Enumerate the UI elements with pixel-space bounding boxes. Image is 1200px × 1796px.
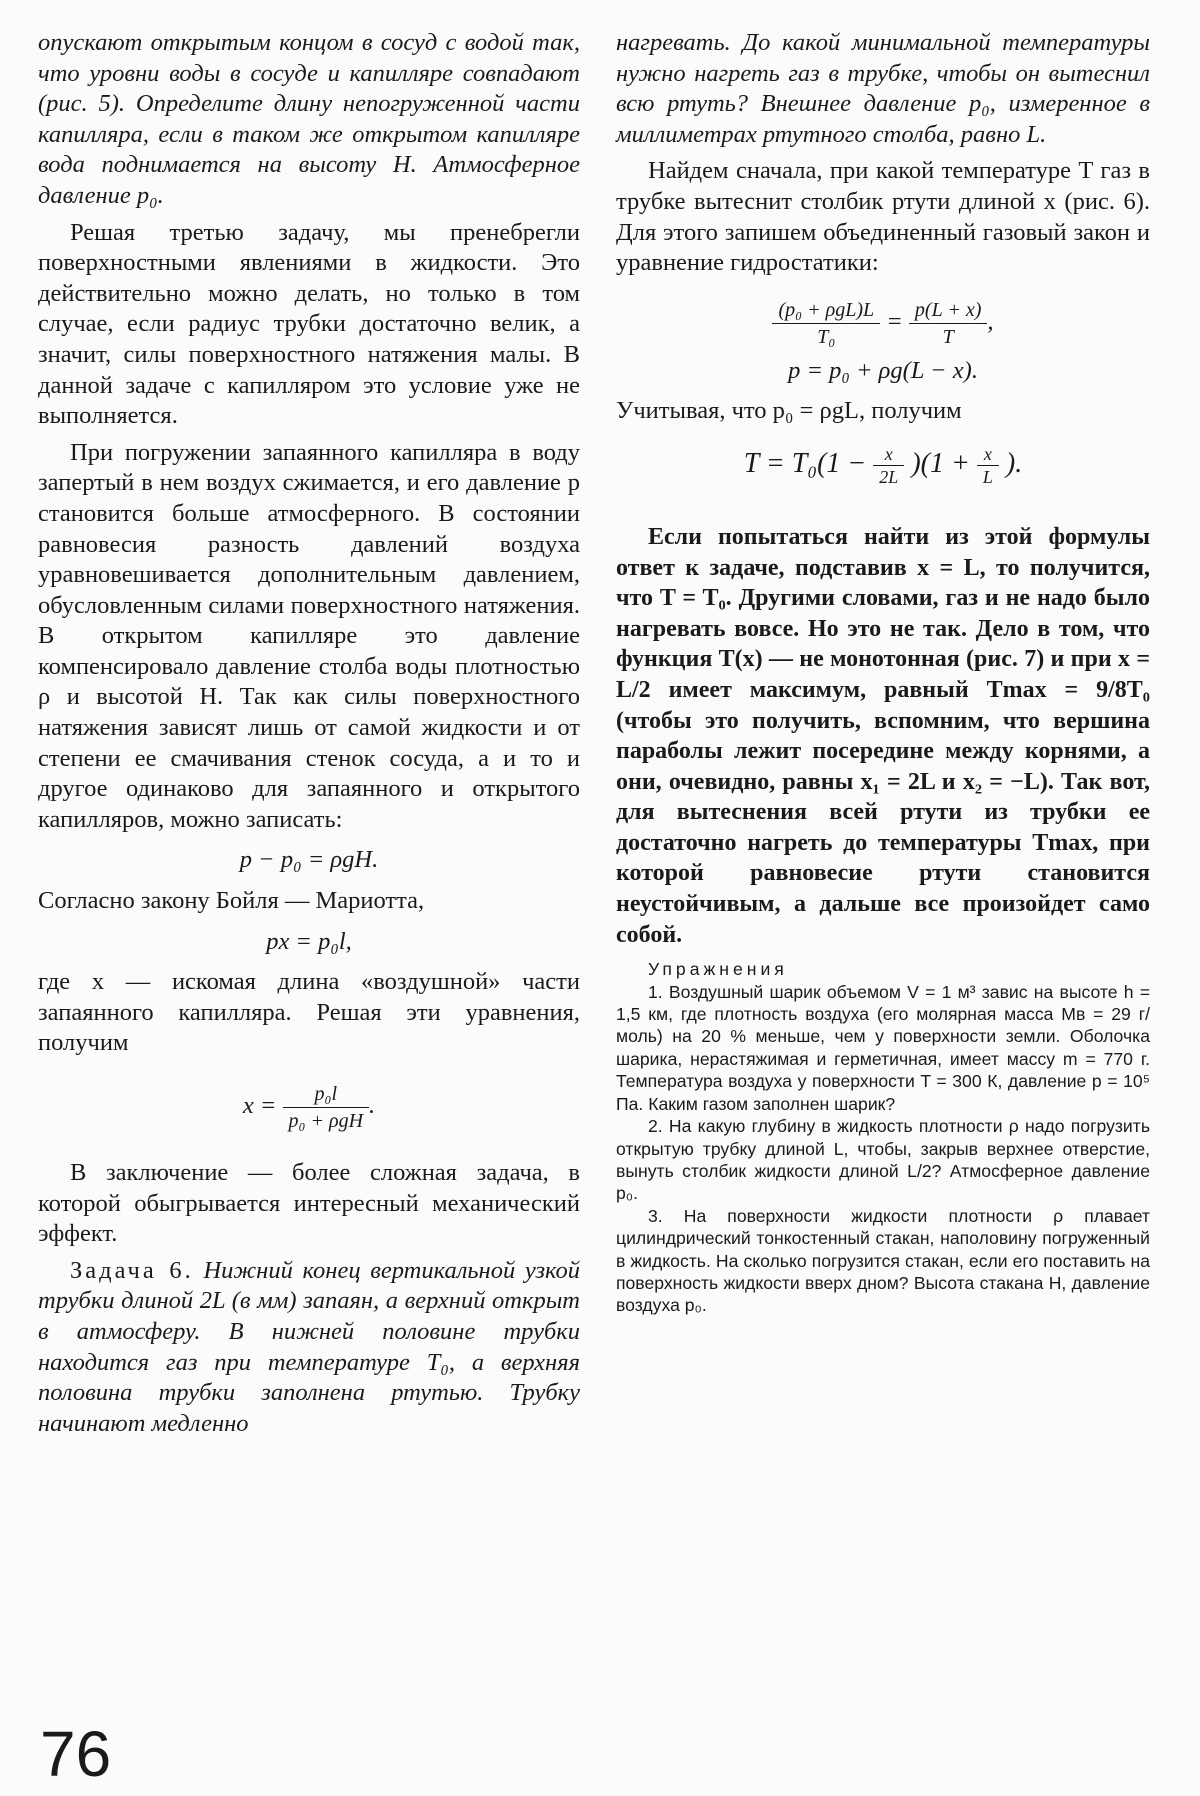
equation-hydrostatic: p = p₀ + ρg(L − x). bbox=[788, 356, 978, 384]
paragraph: В заключение — более сложная задача, в которой обыгрывается интересный механический эффект. bbox=[38, 1159, 580, 1248]
task6-text: Нижний конец вертикальной узкой трубки длиной 2L (в мм) запаян, а верхний открыт в атмосферу. В нижней половине трубки находится газ при температуре T₀, а верхняя половина трубки заполнена ртутью. Трубку начинают медленно bbox=[38, 1256, 581, 1437]
task6-statement bbox=[38, 1256, 580, 1440]
paragraph: Найдем сначала, при какой температуре T газ в трубке вытеснит столбик ртути длиной x (рис. 6). Для этого запишем объединенный газовый закон и уравнение гидростатики: bbox=[616, 157, 1150, 277]
paragraph: Учитывая, что p₀ = ρgL, получим bbox=[616, 397, 962, 425]
paragraph: Согласно закону Бойля — Мариотта, bbox=[38, 887, 425, 915]
equation-temperature: T = T₀(1 − $\frac{x}{2L}$ )(1 + $\frac{x}{L}$ ). bbox=[743, 443, 1023, 487]
task5-continuation: опускают открытым концом в сосуд с водой так, что уровни воды в сосуде и капилляре совпадают (рис. 5). Определите длину непогруженной части капилляра, если в таком же открытом капилляре вода поднимается на высоту H. Атмосферное давление p₀. bbox=[38, 29, 580, 209]
task6-label: Задача 6. bbox=[70, 1256, 194, 1284]
paragraph: При погружении запаянного капилляра в воду запертый в нем воздух сжимается, и его давление p становится больше атмосферного. В состоянии равновесия разность давлений воздуха уравновешивается дополнительным давлением, обусловленным силами поверхностного натяжения. В открытом капилляре это давление компенсировало давление столба воды плотностью ρ и высотой H. Так как силы поверхностного натяжения зависят лишь от самой жидкости и от степени ее смачивания стенок сосуда, а и то и другое одинаково для запаянного и открытого капилляров, можно записать: bbox=[38, 438, 580, 833]
page-number: 76 bbox=[40, 1718, 112, 1790]
left-column bbox=[38, 28, 580, 1439]
equation-boyle: px = p₀l, bbox=[266, 927, 352, 955]
equation-gas-law: $\frac{\text{(p₀ + ρgL)L}}{\text{T₀}}$ = $\frac{p(L + x)}{T}$ , bbox=[616, 297, 1150, 350]
fraction: $\frac{\text{p₀l}}{\text{p₀ + ρgH}}$ bbox=[283, 1081, 370, 1134]
equation-x-solution: x = $\frac{\text{p₀l}}{\text{p₀ + ρgH}}$ . bbox=[242, 1083, 376, 1132]
paragraph: где x — искомая длина «воздушной» части запаянного капилляра. Решая эти уравнения, получим bbox=[38, 968, 580, 1057]
exercises-title: Упражнения bbox=[648, 959, 788, 980]
paragraph: Решая третью задачу, мы пренебрегли поверхностными явлениями в жидкости. Это действительно можно делать, но только в том случае, если радиус трубки достаточно велик, а значит, силы поверхностного натяжения малы. В данной задаче с капилляром это условие уже не выполняется. bbox=[38, 218, 580, 430]
equation-pressure: p − p₀ = ρgH. bbox=[239, 846, 379, 874]
exercise-2: 2. На какую глубину в жидкость плотности ρ надо погрузить открытую трубку длиной L, чтобы, закрыв верхнее отверстие, вынуть столбик жидкости длиной L/2? Атмосферное давление p₀. bbox=[616, 1116, 1150, 1204]
right-column bbox=[616, 28, 1150, 1317]
task6-continuation: нагревать. До какой минимальной температуры нужно нагреть газ в трубке, чтобы он вытеснил всю ртуть? Внешнее давление p₀, измеренное в миллиметрах ртутного столба, равно L. bbox=[616, 29, 1150, 148]
exercise-1: 1. Воздушный шарик объемом V = 1 м³ завис на высоте h = 1,5 км, где плотность воздуха (его молярная масса Mв = 29 г/моль) на 20 % меньше, чем у поверхности земли. Оболочка шарика, нерастяжимая и герметичная, имеет массу m = 770 г. Температура воздуха у поверхности T = 300 К, давление p = 10⁵ Па. Каким газом заполнен шарик? bbox=[616, 981, 1150, 1114]
exercise-3: 3. На поверхности жидкости плотности ρ плавает цилиндрический тонкостенный стакан, наполовину погруженный в жидкость. На сколько погрузится стакан, если его поставить на поверхность жидкости вверх дном? Высота стакана H, давление воздуха p₀. bbox=[616, 1205, 1150, 1316]
paragraph: Если попытаться найти из этой формулы ответ к задаче, подставив x = L, то получится, что T = T₀. Другими словами, газ и не надо было нагревать вовсе. Но это не так. Дело в том, что функция T(x) — не монотонная (рис. 7) и при x = L/2 имеет максимум, равный Tmax = 9/8T₀ (чтобы это получить, вспомним, что вершина параболы лежит посередине между корнями, а они, очевидно, равны x₁ = 2L и x₂ = −L). Так вот, для вытеснения всей ртути из трубки ее достаточно нагреть до температуры Tmax, при которой равновесие ртути становится неустойчивым, а дальше все произойдет само собой. bbox=[616, 523, 1150, 948]
exercises bbox=[616, 958, 1150, 1317]
